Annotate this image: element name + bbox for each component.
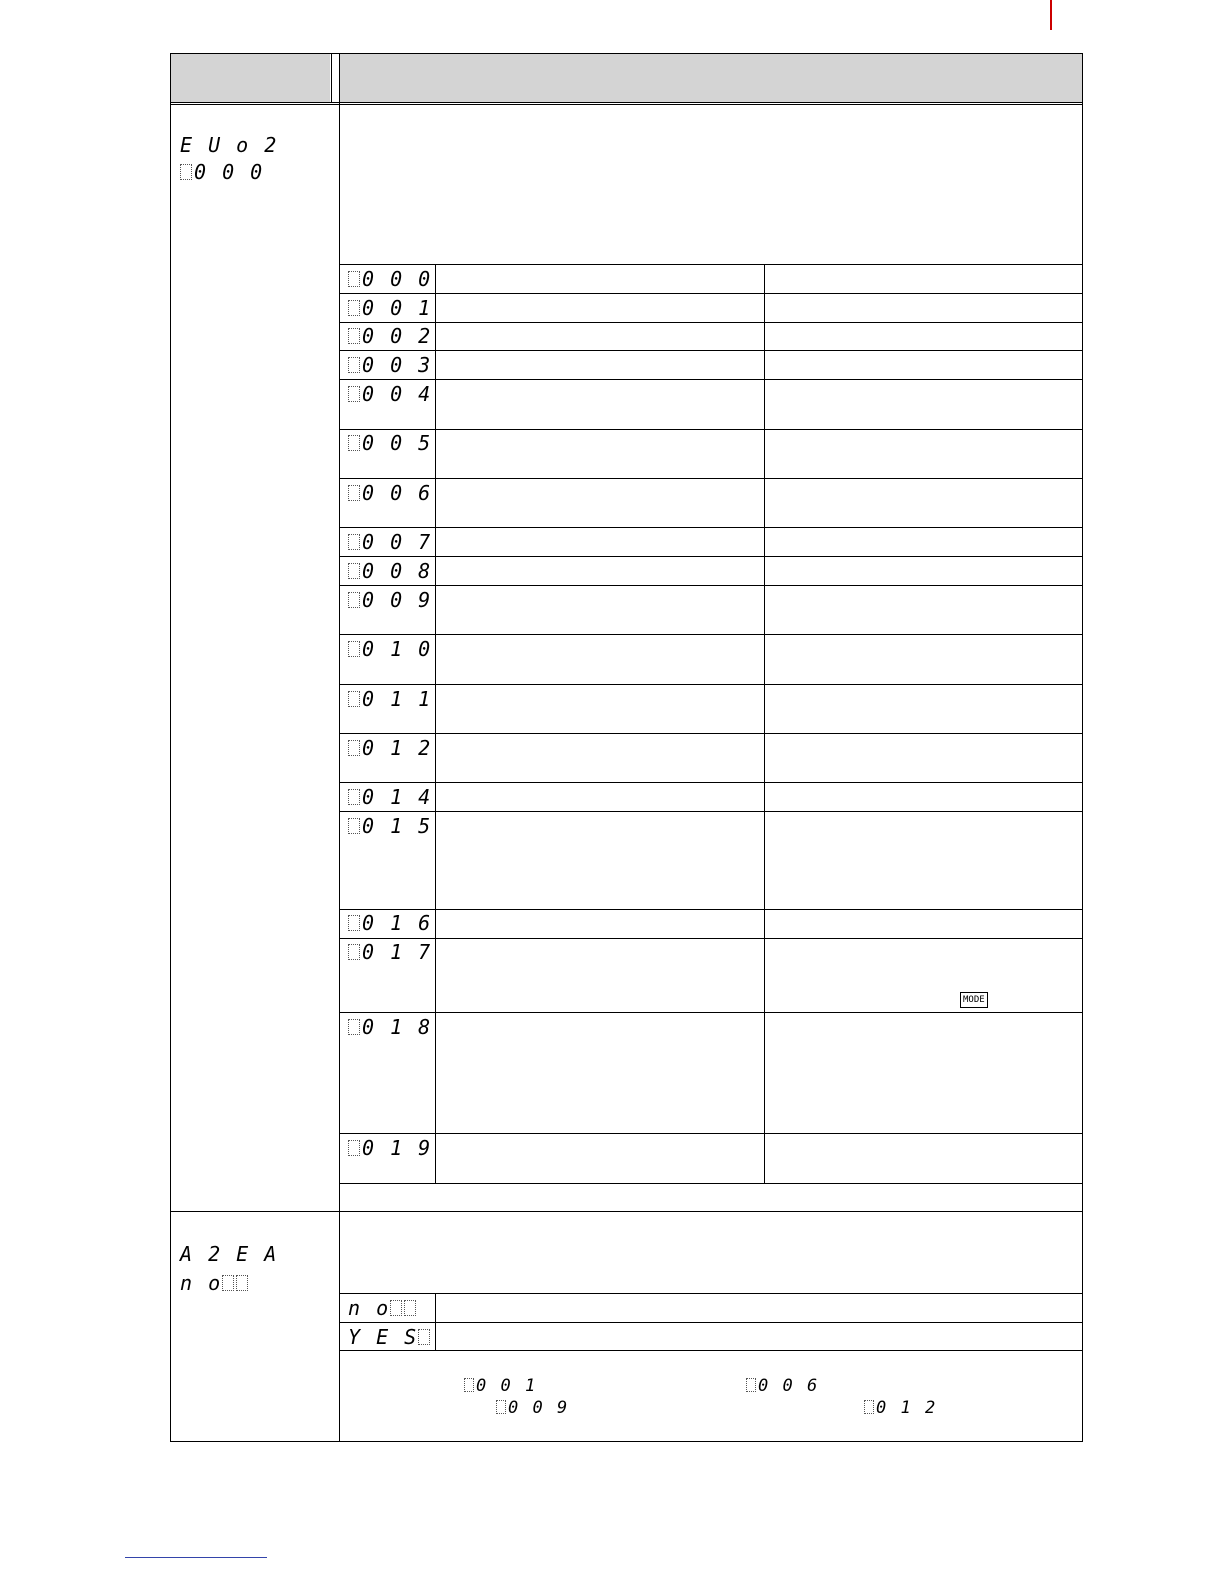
footnote-code: 0 0 6 <box>746 1377 819 1395</box>
grid-line <box>339 556 1082 557</box>
grid-line <box>339 379 1082 380</box>
blank-digit-icon <box>236 1275 248 1291</box>
header-cell-left <box>171 54 330 102</box>
option-no: n o <box>348 1297 418 1319</box>
blank-digit-icon <box>746 1378 756 1392</box>
value-code: 0 0 1 <box>348 297 432 319</box>
grid-line <box>764 264 765 1183</box>
grid-line <box>339 478 1082 479</box>
value-code: 0 1 6 <box>348 912 432 934</box>
grid-line <box>339 782 1082 783</box>
blank-digit-icon <box>348 1019 360 1035</box>
value-code: 0 0 2 <box>348 325 432 347</box>
blank-digit-icon <box>404 1300 416 1316</box>
blank-digit-icon <box>464 1378 474 1392</box>
blank-digit-icon <box>864 1400 874 1414</box>
grid-line <box>339 322 1082 323</box>
grid-line <box>339 1133 1082 1134</box>
blank-digit-icon <box>348 1140 360 1156</box>
blank-digit-icon <box>348 944 360 960</box>
grid-line <box>339 1183 1082 1184</box>
footnote-code: 0 0 1 <box>464 1377 537 1395</box>
value-code: 0 0 5 <box>348 432 432 454</box>
blank-digit-icon <box>348 357 360 373</box>
blank-digit-icon <box>348 485 360 501</box>
blank-digit-icon <box>348 592 360 608</box>
grid-line <box>339 811 1082 812</box>
grid-line <box>435 264 436 1183</box>
footer-underline <box>125 1557 267 1558</box>
display-code-line2: 0 0 0 <box>180 161 264 183</box>
value-code: 0 1 1 <box>348 688 432 710</box>
blank-digit-icon <box>348 915 360 931</box>
footnote-code: 0 0 9 <box>496 1399 569 1417</box>
value-code: 0 1 5 <box>348 815 432 837</box>
value-code: 0 1 2 <box>348 737 432 759</box>
blank-digit-icon <box>348 818 360 834</box>
grid-line <box>339 585 1082 586</box>
blank-digit-icon <box>348 641 360 657</box>
blank-digit-icon <box>348 691 360 707</box>
display-code-line1: E U o 2 <box>180 133 279 157</box>
value-code: 0 0 9 <box>348 589 432 611</box>
blank-digit-icon <box>348 563 360 579</box>
blank-digit-icon <box>348 386 360 402</box>
value-code: 0 0 8 <box>348 560 432 582</box>
value-code: 0 0 6 <box>348 482 432 504</box>
grid-line <box>339 293 1082 294</box>
blank-digit-icon <box>418 1329 430 1345</box>
blank-digit-icon <box>348 300 360 316</box>
option-yes: Y E S <box>348 1326 432 1348</box>
top-edge-mark <box>1050 0 1052 30</box>
grid-line <box>339 634 1082 635</box>
blank-digit-icon <box>348 534 360 550</box>
header-cell-right <box>340 54 1082 102</box>
value-code: 0 1 4 <box>348 786 432 808</box>
grid-line <box>339 264 1082 265</box>
blank-digit-icon <box>496 1400 506 1414</box>
blank-digit-icon <box>348 271 360 287</box>
blank-digit-icon <box>348 435 360 451</box>
grid-line <box>339 733 1082 734</box>
value-code: 0 0 0 <box>348 268 432 290</box>
value-code: 0 1 9 <box>348 1137 432 1159</box>
grid-line <box>339 527 1082 528</box>
value-code: 0 0 7 <box>348 531 432 553</box>
display-code-line2: n o <box>180 1272 250 1294</box>
grid-line <box>339 1012 1082 1013</box>
mode-key-icon: MODE <box>960 992 988 1008</box>
grid-line <box>339 938 1082 939</box>
value-code: 0 1 0 <box>348 638 432 660</box>
footnote-code: 0 1 2 <box>864 1399 937 1417</box>
value-code: 0 1 8 <box>348 1016 432 1038</box>
blank-digit-icon <box>180 164 192 180</box>
blank-digit-icon <box>348 328 360 344</box>
display-code-line1: A 2 E A <box>180 1242 279 1266</box>
blank-digit-icon <box>348 789 360 805</box>
grid-line <box>339 684 1082 685</box>
value-code: 0 1 7 <box>348 941 432 963</box>
blank-digit-icon <box>348 740 360 756</box>
value-code: 0 0 4 <box>348 383 432 405</box>
blank-digit-icon <box>222 1275 234 1291</box>
blank-digit-icon <box>390 1300 402 1316</box>
grid-line <box>339 909 1082 910</box>
grid-line <box>339 350 1082 351</box>
value-code: 0 0 3 <box>348 354 432 376</box>
grid-line <box>339 429 1082 430</box>
